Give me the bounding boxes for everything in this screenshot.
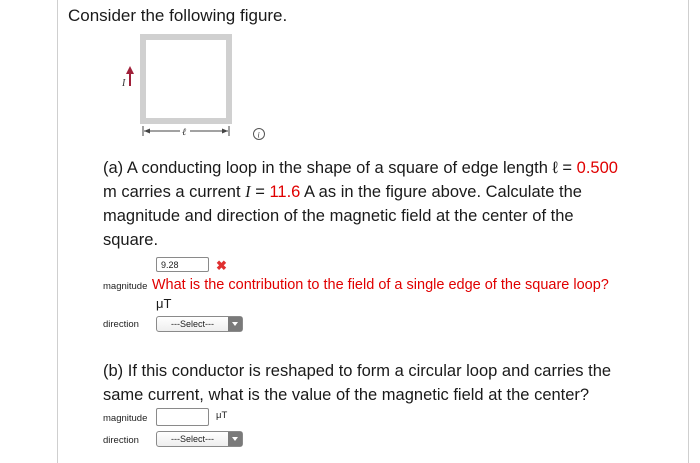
chevron-down-icon xyxy=(228,317,242,331)
part-b-magnitude-input[interactable] xyxy=(156,408,209,426)
content-right-border xyxy=(688,0,689,463)
part-b-magnitude-label: magnitude xyxy=(103,413,148,424)
part-a-line-3: magnitude and direction of the magnetic field at the center of the xyxy=(103,207,574,225)
current-value: 11.6 xyxy=(269,183,301,201)
content-left-border xyxy=(57,0,58,463)
info-icon-glyph: i xyxy=(257,130,260,140)
part-b-line-2: same current, what is the value of the magnetic field at the center? xyxy=(103,386,590,404)
square-loop-diagram xyxy=(118,30,268,150)
part-a-unit: μT xyxy=(156,296,172,311)
part-a-question xyxy=(103,156,618,252)
part-b-line-1: (b) If this conductor is reshaped to form a circular loop and carries the xyxy=(103,362,612,380)
part-a-line-1: (a) A conducting loop in the shape of a square of edge length ℓ = 0.500 xyxy=(103,159,618,177)
part-b-direction-select[interactable]: ---Select--- xyxy=(156,431,243,447)
incorrect-icon: ✖ xyxy=(216,258,227,273)
square-loop-figure xyxy=(118,30,268,150)
part-a-magnitude-input[interactable] xyxy=(156,257,209,272)
current-label: I xyxy=(122,78,126,89)
part-a-line-4: square. xyxy=(103,231,159,249)
part-a-direction-select[interactable]: ---Select--- xyxy=(156,316,243,332)
part-a-feedback: What is the contribution to the field of a single edge of the square loop? xyxy=(151,277,609,293)
current-arrowhead xyxy=(126,66,134,74)
edge-arrowhead-right xyxy=(222,129,228,134)
edge-label: ℓ xyxy=(182,127,187,138)
edge-length-value: 0.500 xyxy=(576,159,618,177)
part-a-line-2: m carries a current I = 11.6 A as in the figure above. Calculate the xyxy=(103,182,582,201)
part-b-direction-label: direction xyxy=(103,435,139,446)
intro-text: Consider the following figure. xyxy=(68,6,288,25)
square-loop xyxy=(143,37,229,121)
part-b-unit: μT xyxy=(216,410,228,421)
part-a-magnitude-row xyxy=(103,276,609,294)
chevron-down-icon xyxy=(228,432,242,446)
part-b-question xyxy=(103,359,611,407)
part-a-direction-label: direction xyxy=(103,319,139,330)
edge-arrowhead-left xyxy=(144,129,150,134)
info-icon[interactable] xyxy=(254,129,265,140)
part-a-magnitude-label: magnitude xyxy=(103,281,148,292)
